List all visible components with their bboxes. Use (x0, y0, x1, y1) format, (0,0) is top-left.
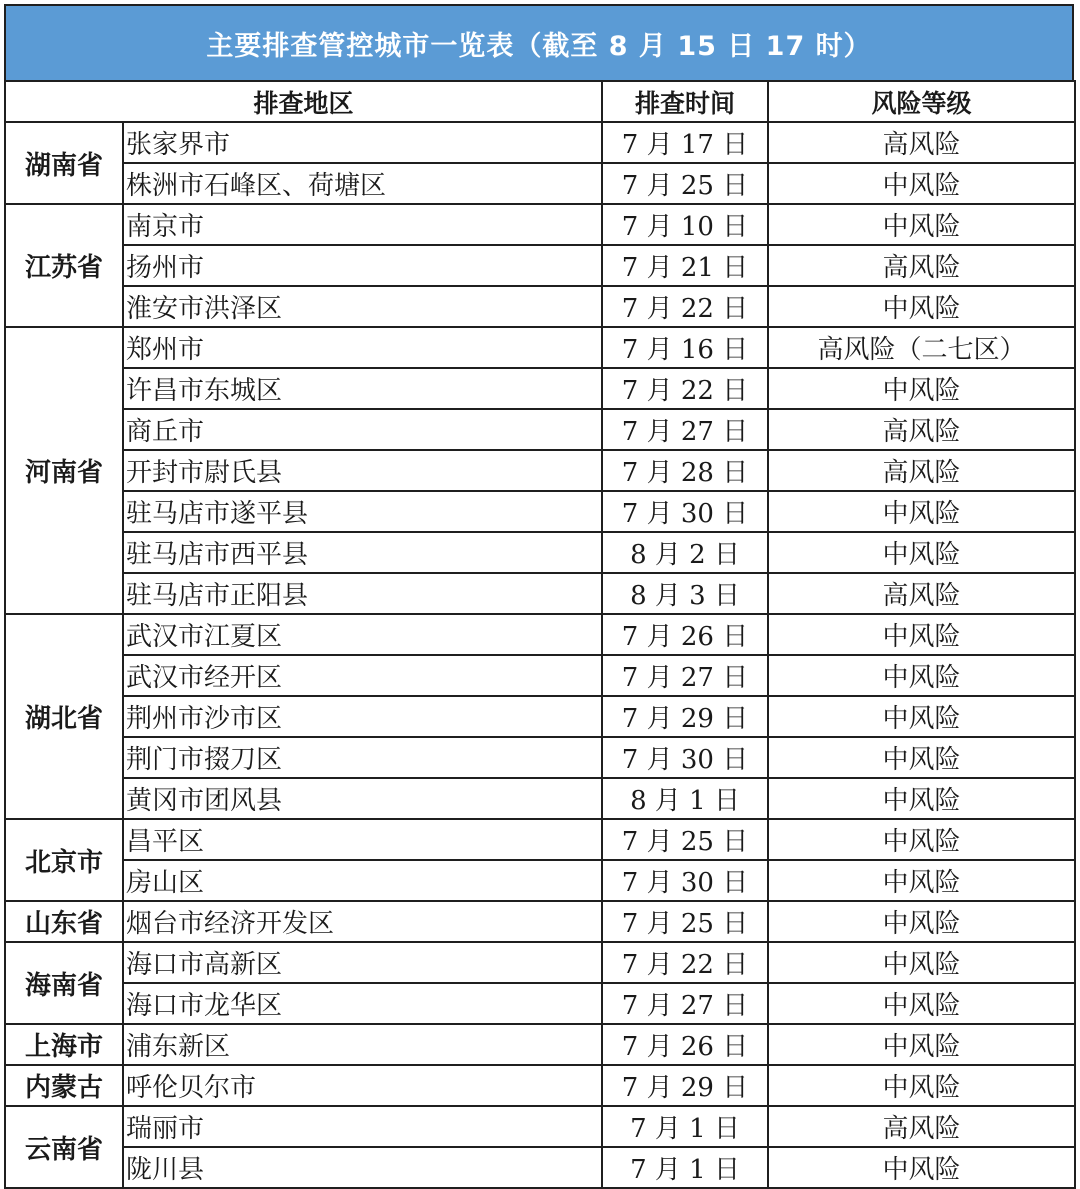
risk-cell: 高风险 (768, 1106, 1075, 1147)
risk-cell: 中风险 (768, 901, 1075, 942)
risk-table (4, 80, 1076, 1189)
table-row (5, 614, 1075, 655)
time-cell: 8 月 2 日 (602, 532, 768, 573)
area-cell: 荆门市掇刀区 (123, 737, 602, 778)
table-title: 主要排查管控城市一览表（截至 8 月 15 日 17 时） (4, 4, 1074, 80)
risk-cell: 中风险 (768, 737, 1075, 778)
area-cell: 张家界市 (123, 122, 602, 163)
table-row (5, 286, 1075, 327)
risk-cell: 中风险 (768, 1024, 1075, 1065)
time-cell: 7 月 30 日 (602, 860, 768, 901)
province-cell: 河南省 (5, 327, 123, 614)
table-row (5, 983, 1075, 1024)
time-cell: 7 月 26 日 (602, 614, 768, 655)
table-row (5, 491, 1075, 532)
time-cell: 7 月 22 日 (602, 942, 768, 983)
table-row (5, 1147, 1075, 1188)
area-cell: 开封市尉氏县 (123, 450, 602, 491)
table-row (5, 901, 1075, 942)
area-cell: 株洲市石峰区、荷塘区 (123, 163, 602, 204)
time-cell: 7 月 1 日 (602, 1106, 768, 1147)
time-cell: 7 月 30 日 (602, 737, 768, 778)
table-row (5, 1024, 1075, 1065)
risk-cell: 高风险 (768, 409, 1075, 450)
time-cell: 7 月 21 日 (602, 245, 768, 286)
risk-cell: 高风险 (768, 450, 1075, 491)
risk-cell: 中风险 (768, 983, 1075, 1024)
table-row (5, 573, 1075, 614)
table-row (5, 1106, 1075, 1147)
risk-cell: 中风险 (768, 1065, 1075, 1106)
province-cell: 海南省 (5, 942, 123, 1024)
table-row (5, 860, 1075, 901)
table-row (5, 245, 1075, 286)
risk-cell: 中风险 (768, 368, 1075, 409)
header-risk: 风险等级 (768, 81, 1075, 122)
table-row (5, 368, 1075, 409)
risk-cell: 中风险 (768, 286, 1075, 327)
risk-cell: 中风险 (768, 778, 1075, 819)
province-cell: 山东省 (5, 901, 123, 942)
area-cell: 驻马店市正阳县 (123, 573, 602, 614)
risk-cell: 高风险 (768, 573, 1075, 614)
area-cell: 海口市龙华区 (123, 983, 602, 1024)
area-cell: 瑞丽市 (123, 1106, 602, 1147)
risk-cell: 高风险 (768, 245, 1075, 286)
area-cell: 郑州市 (123, 327, 602, 368)
header-time: 排查时间 (602, 81, 768, 122)
area-cell: 海口市高新区 (123, 942, 602, 983)
table-row (5, 778, 1075, 819)
area-cell: 驻马店市西平县 (123, 532, 602, 573)
time-cell: 7 月 26 日 (602, 1024, 768, 1065)
table-row (5, 737, 1075, 778)
province-cell: 北京市 (5, 819, 123, 901)
risk-cell: 中风险 (768, 942, 1075, 983)
province-cell: 云南省 (5, 1106, 123, 1188)
area-cell: 驻马店市遂平县 (123, 491, 602, 532)
area-cell: 荆州市沙市区 (123, 696, 602, 737)
risk-cell: 中风险 (768, 655, 1075, 696)
area-cell: 武汉市江夏区 (123, 614, 602, 655)
area-cell: 陇川县 (123, 1147, 602, 1188)
province-cell: 江苏省 (5, 204, 123, 327)
table-row (5, 819, 1075, 860)
time-cell: 7 月 17 日 (602, 122, 768, 163)
time-cell: 7 月 16 日 (602, 327, 768, 368)
table-row (5, 942, 1075, 983)
time-cell: 7 月 22 日 (602, 286, 768, 327)
risk-cell: 中风险 (768, 204, 1075, 245)
area-cell: 房山区 (123, 860, 602, 901)
time-cell: 7 月 25 日 (602, 819, 768, 860)
risk-cell: 中风险 (768, 819, 1075, 860)
risk-cell: 中风险 (768, 163, 1075, 204)
header-area: 排查地区 (5, 81, 602, 122)
area-cell: 商丘市 (123, 409, 602, 450)
province-cell: 上海市 (5, 1024, 123, 1065)
time-cell: 7 月 30 日 (602, 491, 768, 532)
time-cell: 7 月 27 日 (602, 655, 768, 696)
area-cell: 南京市 (123, 204, 602, 245)
time-cell: 7 月 27 日 (602, 983, 768, 1024)
table-row (5, 409, 1075, 450)
time-cell: 7 月 27 日 (602, 409, 768, 450)
risk-cell: 中风险 (768, 860, 1075, 901)
risk-cell: 中风险 (768, 614, 1075, 655)
area-cell: 呼伦贝尔市 (123, 1065, 602, 1106)
time-cell: 7 月 25 日 (602, 163, 768, 204)
risk-cell: 高风险 (768, 122, 1075, 163)
area-cell: 黄冈市团风县 (123, 778, 602, 819)
risk-cell: 中风险 (768, 532, 1075, 573)
table-row (5, 696, 1075, 737)
time-cell: 8 月 1 日 (602, 778, 768, 819)
table-body (5, 122, 1075, 1188)
province-cell: 湖南省 (5, 122, 123, 204)
risk-cell: 高风险（二七区） (768, 327, 1075, 368)
time-cell: 7 月 1 日 (602, 1147, 768, 1188)
area-cell: 淮安市洪泽区 (123, 286, 602, 327)
table-row (5, 532, 1075, 573)
table-row (5, 655, 1075, 696)
province-cell: 湖北省 (5, 614, 123, 819)
risk-cell: 中风险 (768, 491, 1075, 532)
table-row (5, 204, 1075, 245)
table-row (5, 122, 1075, 163)
header-row (5, 81, 1075, 122)
area-cell: 昌平区 (123, 819, 602, 860)
area-cell: 烟台市经济开发区 (123, 901, 602, 942)
table-row (5, 1065, 1075, 1106)
table-row (5, 163, 1075, 204)
time-cell: 7 月 29 日 (602, 696, 768, 737)
table-frame (4, 4, 1074, 1189)
risk-cell: 中风险 (768, 696, 1075, 737)
area-cell: 浦东新区 (123, 1024, 602, 1065)
time-cell: 7 月 28 日 (602, 450, 768, 491)
province-cell: 内蒙古 (5, 1065, 123, 1106)
area-cell: 武汉市经开区 (123, 655, 602, 696)
area-cell: 许昌市东城区 (123, 368, 602, 409)
area-cell: 扬州市 (123, 245, 602, 286)
table-row (5, 327, 1075, 368)
time-cell: 7 月 25 日 (602, 901, 768, 942)
time-cell: 8 月 3 日 (602, 573, 768, 614)
time-cell: 7 月 22 日 (602, 368, 768, 409)
time-cell: 7 月 29 日 (602, 1065, 768, 1106)
risk-cell: 中风险 (768, 1147, 1075, 1188)
table-row (5, 450, 1075, 491)
time-cell: 7 月 10 日 (602, 204, 768, 245)
